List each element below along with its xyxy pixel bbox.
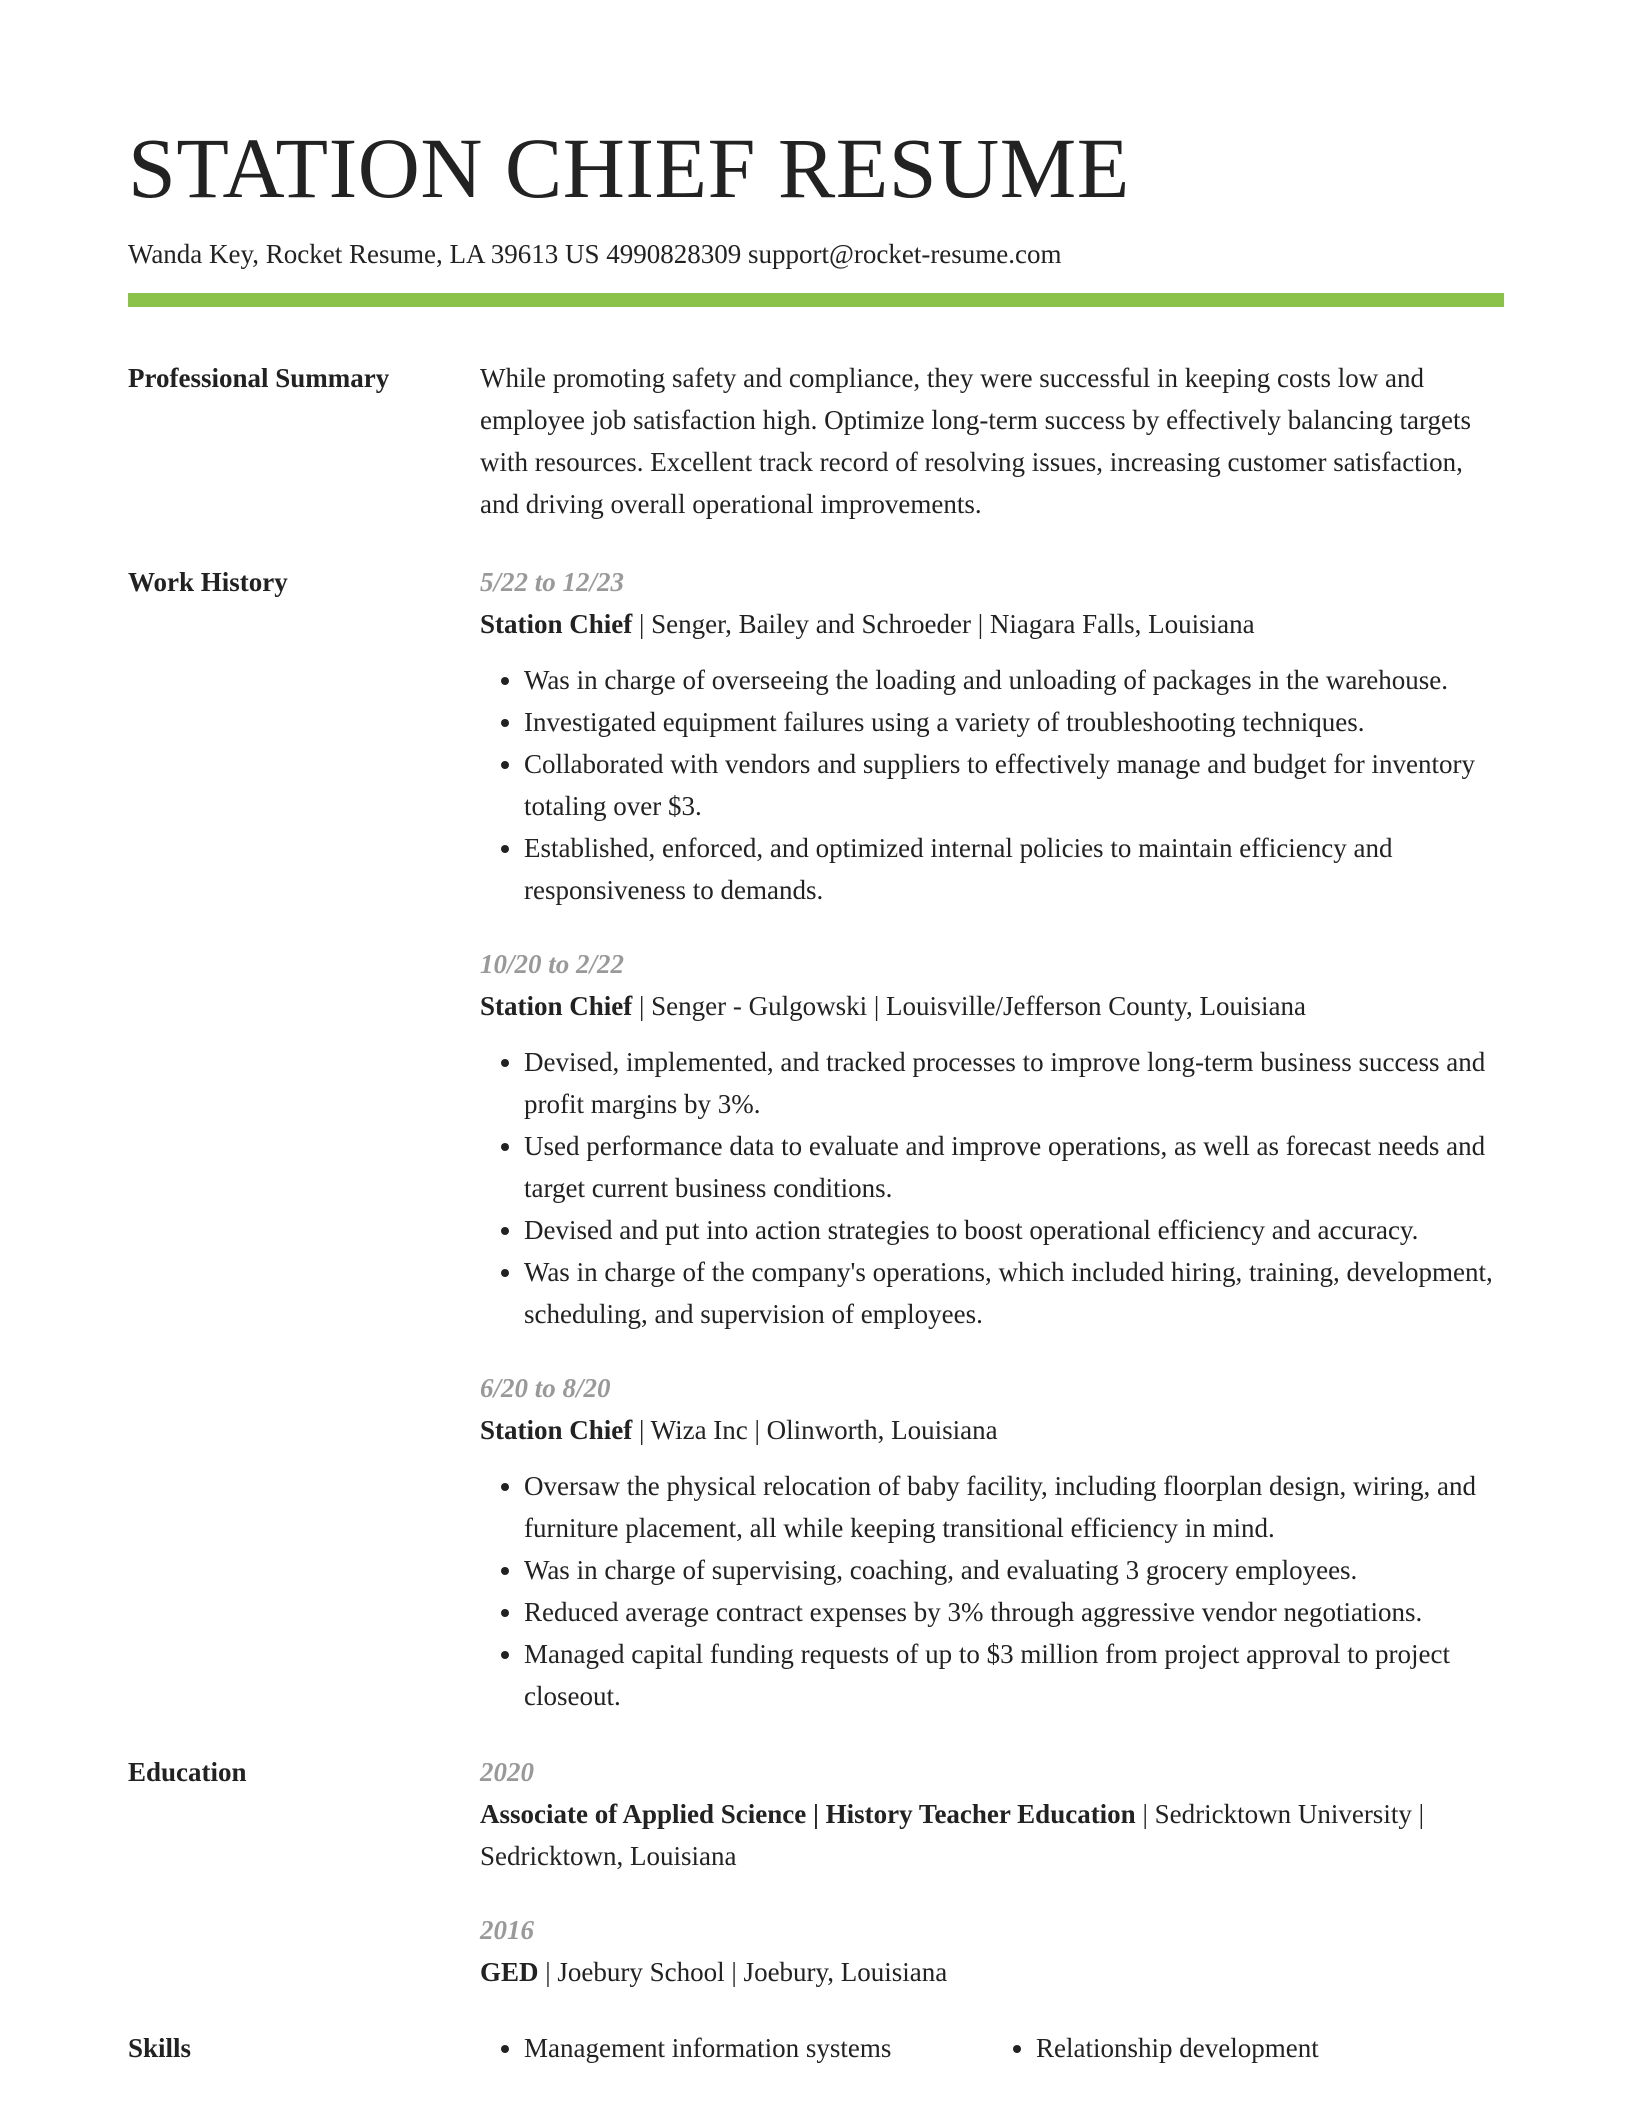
work-history-section: [128, 561, 1504, 1717]
job-bullet: • Managed capital funding requests of up to $3 million from project approval to project closeout.: [524, 1633, 1504, 1717]
job-bullet: • Was in charge of supervising, coaching, and evaluating 3 grocery employees.: [524, 1549, 1504, 1591]
degree-title: GED: [480, 1957, 539, 1987]
education-entry: [480, 1751, 1504, 1877]
job-title-line: [480, 603, 1504, 645]
job-dates: 5/22 to 12/23: [480, 567, 625, 597]
degree-line: [480, 1793, 1504, 1877]
skills-list: [480, 2027, 1504, 2069]
job-bullet: • Was in charge of the company's operations, which included hiring, training, development, scheduling, and supervision of employees.: [524, 1251, 1504, 1335]
job-bullet: • Used performance data to evaluate and improve operations, as well as forecast needs and target current business conditions.: [524, 1125, 1504, 1209]
education-year: 2016: [480, 1915, 534, 1945]
summary-section: [128, 357, 1504, 525]
skill-item: • Management information systems: [524, 2027, 992, 2069]
education-year: 2020: [480, 1757, 534, 1787]
job-title: Station Chief: [480, 1415, 633, 1445]
job-bullets: [480, 1465, 1504, 1717]
education-entry: [480, 1909, 1504, 1993]
header-divider: [128, 293, 1504, 307]
job-bullets: [480, 659, 1504, 911]
resume-title: STATION CHIEF RESUME: [128, 120, 1130, 216]
education-section: [128, 1751, 1504, 1993]
job-details: | Senger - Gulgowski | Louisville/Jefferson County, Louisiana: [632, 991, 1306, 1021]
resume-page: [128, 118, 1504, 2069]
job-bullet: • Reduced average contract expenses by 3% through aggressive vendor negotiations.: [524, 1591, 1504, 1633]
job-details: | Senger, Bailey and Schroeder | Niagara Falls, Louisiana: [632, 609, 1255, 639]
job-title-line: [480, 1409, 1504, 1451]
job-bullet: • Collaborated with vendors and suppliers to effectively manage and budget for inventory totaling over $3.: [524, 743, 1504, 827]
job-title: Station Chief: [480, 609, 633, 639]
job-title: Station Chief: [480, 991, 633, 1021]
summary-text: While promoting safety and compliance, they were successful in keeping costs low and employee job satisfaction high. Optimize long-term success by effectively balancing targets with resources. Excellent track record of resolving issues, increasing customer satisfaction, and driving overall operational improvements.: [480, 363, 1471, 519]
education-list: [480, 1751, 1504, 1993]
job-details: | Wiza Inc | Olinworth, Louisiana: [632, 1415, 998, 1445]
degree-details: | Sedricktown University | Sedricktown, Louisiana: [480, 1799, 1424, 1871]
job-entry: [480, 943, 1504, 1335]
degree-title: Associate of Applied Science | History Teacher Education: [480, 1799, 1136, 1829]
skills-column: [992, 2027, 1504, 2069]
skills-column: [480, 2027, 992, 2069]
job-bullet: • Investigated equipment failures using a variety of troubleshooting techniques.: [524, 701, 1504, 743]
job-bullet: • Devised and put into action strategies to boost operational efficiency and accuracy.: [524, 1209, 1504, 1251]
job-bullets: [480, 1041, 1504, 1335]
skills-section: [128, 2027, 1504, 2069]
job-bullet: • Was in charge of overseeing the loading and unloading of packages in the warehouse.: [524, 659, 1504, 701]
job-bullet: • Established, enforced, and optimized internal policies to maintain efficiency and responsiveness to demands.: [524, 827, 1504, 911]
section-label: Skills: [128, 2033, 192, 2063]
degree-line: [480, 1951, 1504, 1993]
job-dates: 10/20 to 2/22: [480, 949, 625, 979]
section-label: Education: [128, 1757, 247, 1787]
job-entry: [480, 1367, 1504, 1717]
job-entry: [480, 561, 1504, 911]
job-bullet: • Oversaw the physical relocation of baby facility, including floorplan design, wiring, and furniture placement, all while keeping transitional efficiency in mind.: [524, 1465, 1504, 1549]
section-label: Work History: [128, 567, 288, 597]
contact-line: Wanda Key, Rocket Resume, LA 39613 US 4990828309 support@rocket-resume.com: [128, 239, 1062, 269]
job-title-line: [480, 985, 1504, 1027]
degree-details: | Joebury School | Joebury, Louisiana: [538, 1957, 948, 1987]
job-dates: 6/20 to 8/20: [480, 1373, 611, 1403]
skill-item: • Relationship development: [1036, 2027, 1504, 2069]
job-bullet: • Devised, implemented, and tracked processes to improve long-term business success and profit margins by 3%.: [524, 1041, 1504, 1125]
section-label: Professional Summary: [128, 363, 390, 393]
work-history-list: [480, 561, 1504, 1717]
